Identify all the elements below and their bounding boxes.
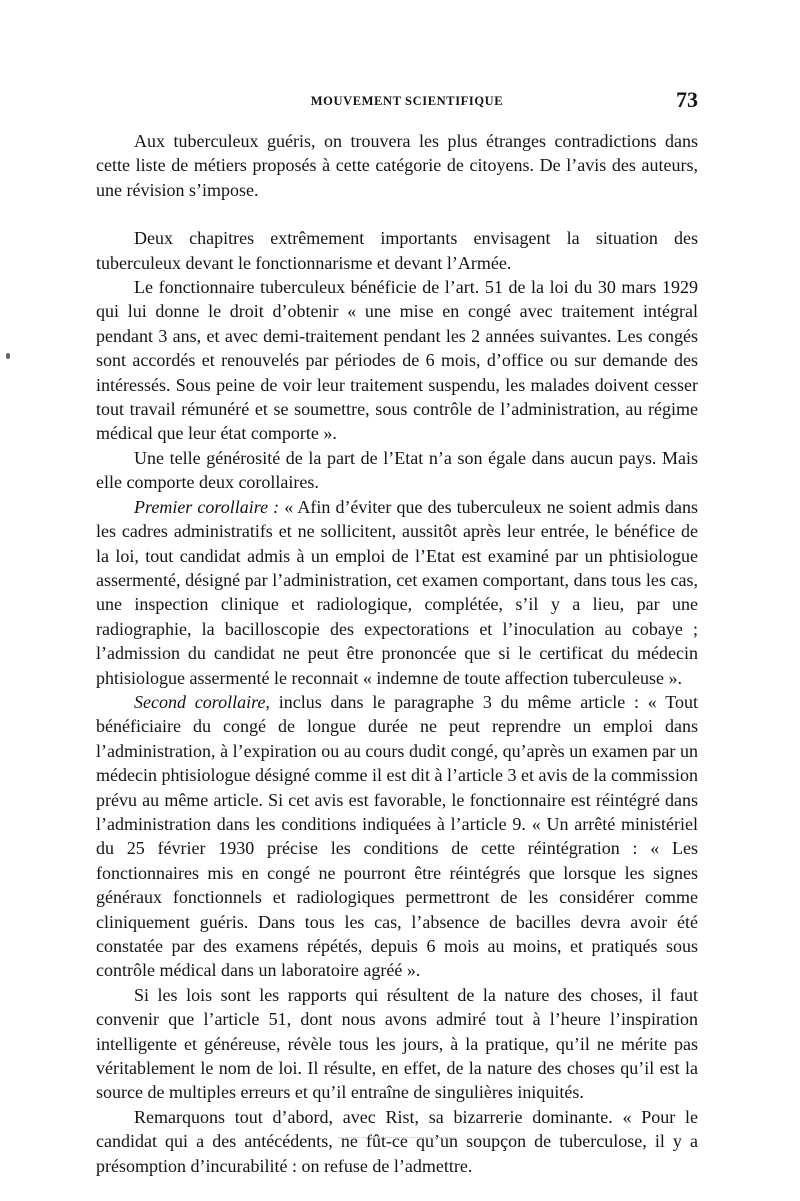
paragraph-lead: Premier corollaire : xyxy=(134,496,280,517)
margin-mark xyxy=(6,353,10,359)
paragraph xyxy=(96,495,698,690)
running-head: MOUVEMENT SCIENTIFIQUE xyxy=(310,94,504,108)
paragraph: Deux chapitres extrêmement importants envisagent la situation des tuberculeux devant le fonctionnarisme et devant l’Armée. xyxy=(96,228,698,273)
paragraph: Une telle générosité de la part de l’Etat n’a son égale dans aucun pays. Mais elle comporte deux corollaires. xyxy=(96,447,698,493)
body-text xyxy=(96,129,698,1178)
paragraph xyxy=(96,690,698,983)
page-header xyxy=(96,88,698,118)
paragraph: Remarquons tout d’abord, avec Rist, sa bizarrerie dominante. « Pour le candidat qui a des antécédents, ne fût-ce qu’un soupçon de tuberculose, il y a présomption d’incurabilité : on refuse de l’admettre. xyxy=(96,1106,698,1176)
paragraph-text: inclus dans le paragraphe 3 du même article : « Tout bénéficiaire du congé de longue durée ne peut reprendre un emploi dans l’administration, à l’expiration ou au cours dudit congé, qu’après un examen par un médecin phtisiologue désigné comme il est dit à l’article 3 et avis de la commission prévu au même article. Si cet avis est favorable, le fonctionnaire est réintégré dans l’administration dans les conditions indiquées à l’article 9. « Un arrêté ministériel du 25 février 1930 précise les conditions de cette réintégration : « Les fonctionnaires mis en congé ne pourront être réintégrés que lorsque les signes généraux fonctionnels et radiologiques permettront de les considérer comme cliniquement guéris. Dans tous les cas, l’absence de bacilles devra avoir été constatée par des examens répétés, depuis 6 mois au moins, et pratiqués sous contrôle médical dans un laboratoire agréé ». xyxy=(96,691,698,981)
paragraph-lead: Second corollaire, xyxy=(134,691,270,712)
paragraph: Aux tuberculeux guéris, on trouvera les plus étranges contradictions dans cette liste de métiers proposés à cette catégorie de citoyens. De l’avis des auteurs, une révision s’impose. xyxy=(96,131,698,200)
scan-smudge xyxy=(338,1137,458,1148)
paragraph-text: « Afin d’éviter que des tuberculeux ne soient admis dans les cadres administratifs et ne sollicitent, aussitôt après leur entrée, le bénéfice de la loi, tout candidat admis à un emploi de l’Etat est examiné par un phtisiologue assermenté, désigné par l’administration, cet examen comportant, dans tous les cas, une inspection clinique et radiologique, complétée, s’il y a lieu, par une radiographie, la bacilloscopie des expectorations et l’inoculation au cobaye ; l’admission du candidat ne peut être prononcée que si le certificat du médecin phtisiologue assermenté le reconnait « indemne de toute affection tuberculeuse ». xyxy=(96,496,698,688)
paragraph: Le fonctionnaire tuberculeux bénéficie de l’art. 51 de la loi du 30 mars 1929 qui lui donne le droit d’obtenir « une mise en congé avec traitement intégral pendant 3 ans, et avec demi-traitement pendant les 2 années suivantes. Les congés sont accordés et renouvelés par périodes de 6 mois, d’office ou sur demande des intéressés. Sous peine de voir leur traitement suspendu, les malades doivent cesser tout travail rémunéré et se soumettre, sous contrôle de l’administration, au régime médical que leur état comporte ». xyxy=(96,277,698,444)
paragraph: Si les lois sont les rapports qui résultent de la nature des choses, il faut convenir que l’article 51, dont nous avons admiré tout à l’heure l’inspiration intelligente et généreuse, révèle tous les jours, à la pratique, qu’il ne mérite pas véritablement le nom de loi. Il résulte, en effet, de la nature des choses qu’il est la source de multiples erreurs et qu’il entraîne de singulières iniquités. xyxy=(96,984,698,1103)
page-number: 73 xyxy=(676,87,698,112)
